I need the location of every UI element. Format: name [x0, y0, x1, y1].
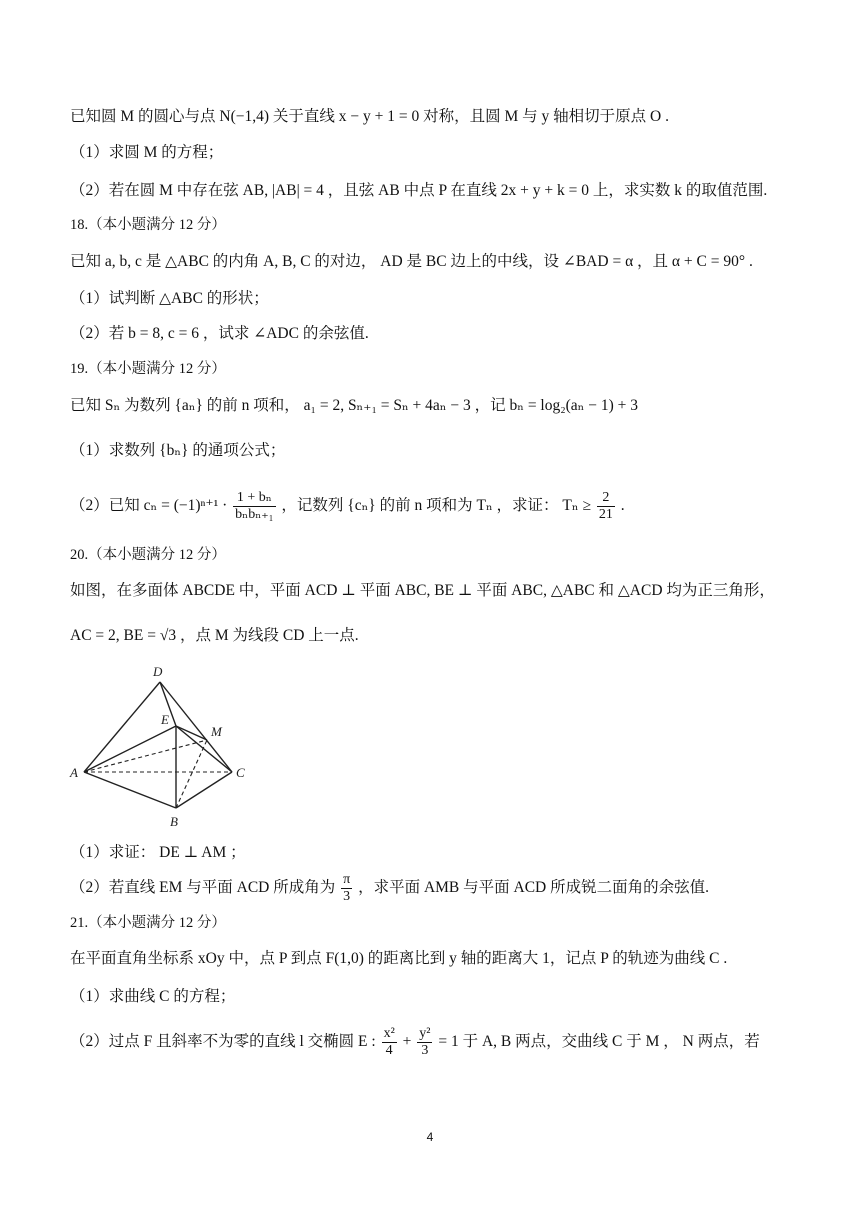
page-number: 4	[426, 1130, 434, 1144]
q18-part1: （1）试判断 △ABC 的形状；	[70, 290, 269, 307]
label-C: C	[236, 765, 245, 780]
q21-plus: +	[402, 1033, 412, 1050]
q17-part2: （2）若在圆 M 中存在弦 AB, |AB| = 4 ，且弦 AB 中点 P 在直线 2x + y + k = 0 上，求实数 k 的取值范围.	[70, 182, 768, 199]
edge-EC	[176, 726, 232, 772]
q17-stem: 已知圆 M 的圆心与点 N(−1,4) 关于直线 x − y + 1 = 0 对称，且圆 M 与 y 轴相切于原点 O .	[70, 108, 669, 125]
q20-part2-pre: （2）若直线 EM 与平面 ACD 所成角为	[70, 879, 336, 896]
q21-frac1-denominator: 4	[385, 1042, 393, 1058]
q19-part1: （1）求数列 {bₙ} 的通项公式；	[70, 442, 286, 459]
q21-heading: 21.（本小题满分 12 分）	[70, 915, 226, 931]
q20-stem-line2: AC = 2, BE = √3 ，点 M 为线段 CD 上一点.	[70, 627, 359, 644]
q19-part2-post: .	[620, 497, 625, 514]
label-B: B	[170, 814, 178, 829]
q19-part2	[70, 486, 800, 526]
q21-frac1-numerator: x²	[383, 1025, 395, 1041]
q21-fraction-1	[382, 1026, 397, 1059]
label-E: E	[161, 712, 169, 727]
q21-frac2-denominator: 3	[421, 1042, 429, 1058]
q20-heading: 20.（本小题满分 12 分）	[70, 547, 226, 563]
q19-heading: 19.（本小题满分 12 分）	[70, 361, 226, 377]
q20-frac-numerator: π	[343, 871, 351, 887]
edge-AD	[84, 682, 160, 772]
q20-frac-denominator: 3	[343, 888, 351, 904]
q21-frac2-numerator: y²	[419, 1025, 431, 1041]
q17-part1: （1）求圆 M 的方程；	[70, 144, 224, 161]
label-D: D	[153, 664, 163, 679]
q21-part2	[70, 1022, 800, 1062]
label-M: M	[211, 724, 222, 739]
q21-part1: （1）求曲线 C 的方程；	[70, 988, 236, 1005]
polyhedron-figure	[66, 662, 256, 832]
q20-part2-post: ，求平面 AMB 与平面 ACD 所成锐二面角的余弦值.	[358, 879, 709, 896]
edge-AM-hidden	[84, 740, 207, 772]
q19-frac-numerator: 1 + bₙ	[233, 490, 275, 507]
edge-AB	[84, 772, 176, 808]
q18-heading: 18.（本小题满分 12 分）	[70, 217, 226, 233]
q19-stem: 已知 Sₙ 为数列 {aₙ} 的前 n 项和， a₁ = 2, Sₙ₊₁ = Sₙ + 4aₙ − 3 ，记 bₙ = log₂(aₙ − 1) + 3	[70, 397, 639, 414]
q21-stem: 在平面直角坐标系 xOy 中，点 P 到点 F(1,0) 的距离比到 y 轴的距离大 1，记点 P 的轨迹为曲线 C .	[70, 950, 728, 967]
q20-part1: （1）求证： DE ⊥ AM ；	[70, 844, 246, 861]
q19-frac2-denominator: 21	[598, 506, 613, 522]
q20-fraction	[341, 872, 352, 905]
q21-fraction-2	[417, 1026, 432, 1059]
q19-frac2-numerator: 2	[597, 490, 615, 507]
q19-part2-pre: （2）已知 cₙ = (−1)ⁿ⁺¹ ·	[70, 497, 228, 514]
q18-part2: （2）若 b = 8, c = 6 ，试求 ∠ADC 的余弦值.	[70, 325, 369, 342]
q20-stem-line1: 如图，在多面体 ABCDE 中，平面 ACD ⊥ 平面 ABC, BE ⊥ 平面 ABC, △ABC 和 △ACD 均为正三角形，	[70, 582, 775, 599]
label-A: A	[70, 765, 78, 780]
q19-fraction-2	[597, 490, 615, 523]
edge-AE	[84, 726, 176, 772]
edge-BC	[176, 772, 232, 808]
q19-part2-mid: ，记数列 {cₙ} 的前 n 项和为 Tₙ ，求证： Tₙ ≥	[281, 497, 591, 514]
q21-part2-pre: （2）过点 F 且斜率不为零的直线 l 交椭圆 E :	[70, 1033, 376, 1050]
q20-part2	[70, 868, 800, 908]
q21-part2-post: = 1 于 A, B 两点，交曲线 C 于 M ， N 两点，若	[438, 1033, 760, 1050]
q19-fraction	[233, 490, 275, 523]
q18-stem: 已知 a, b, c 是 △ABC 的内角 A, B, C 的对边， AD 是 BC 边上的中线，设 ∠BAD = α ，且 α + C = 90° .	[70, 253, 753, 270]
q19-frac-denominator: bₙbₙ₊₁	[235, 506, 274, 522]
